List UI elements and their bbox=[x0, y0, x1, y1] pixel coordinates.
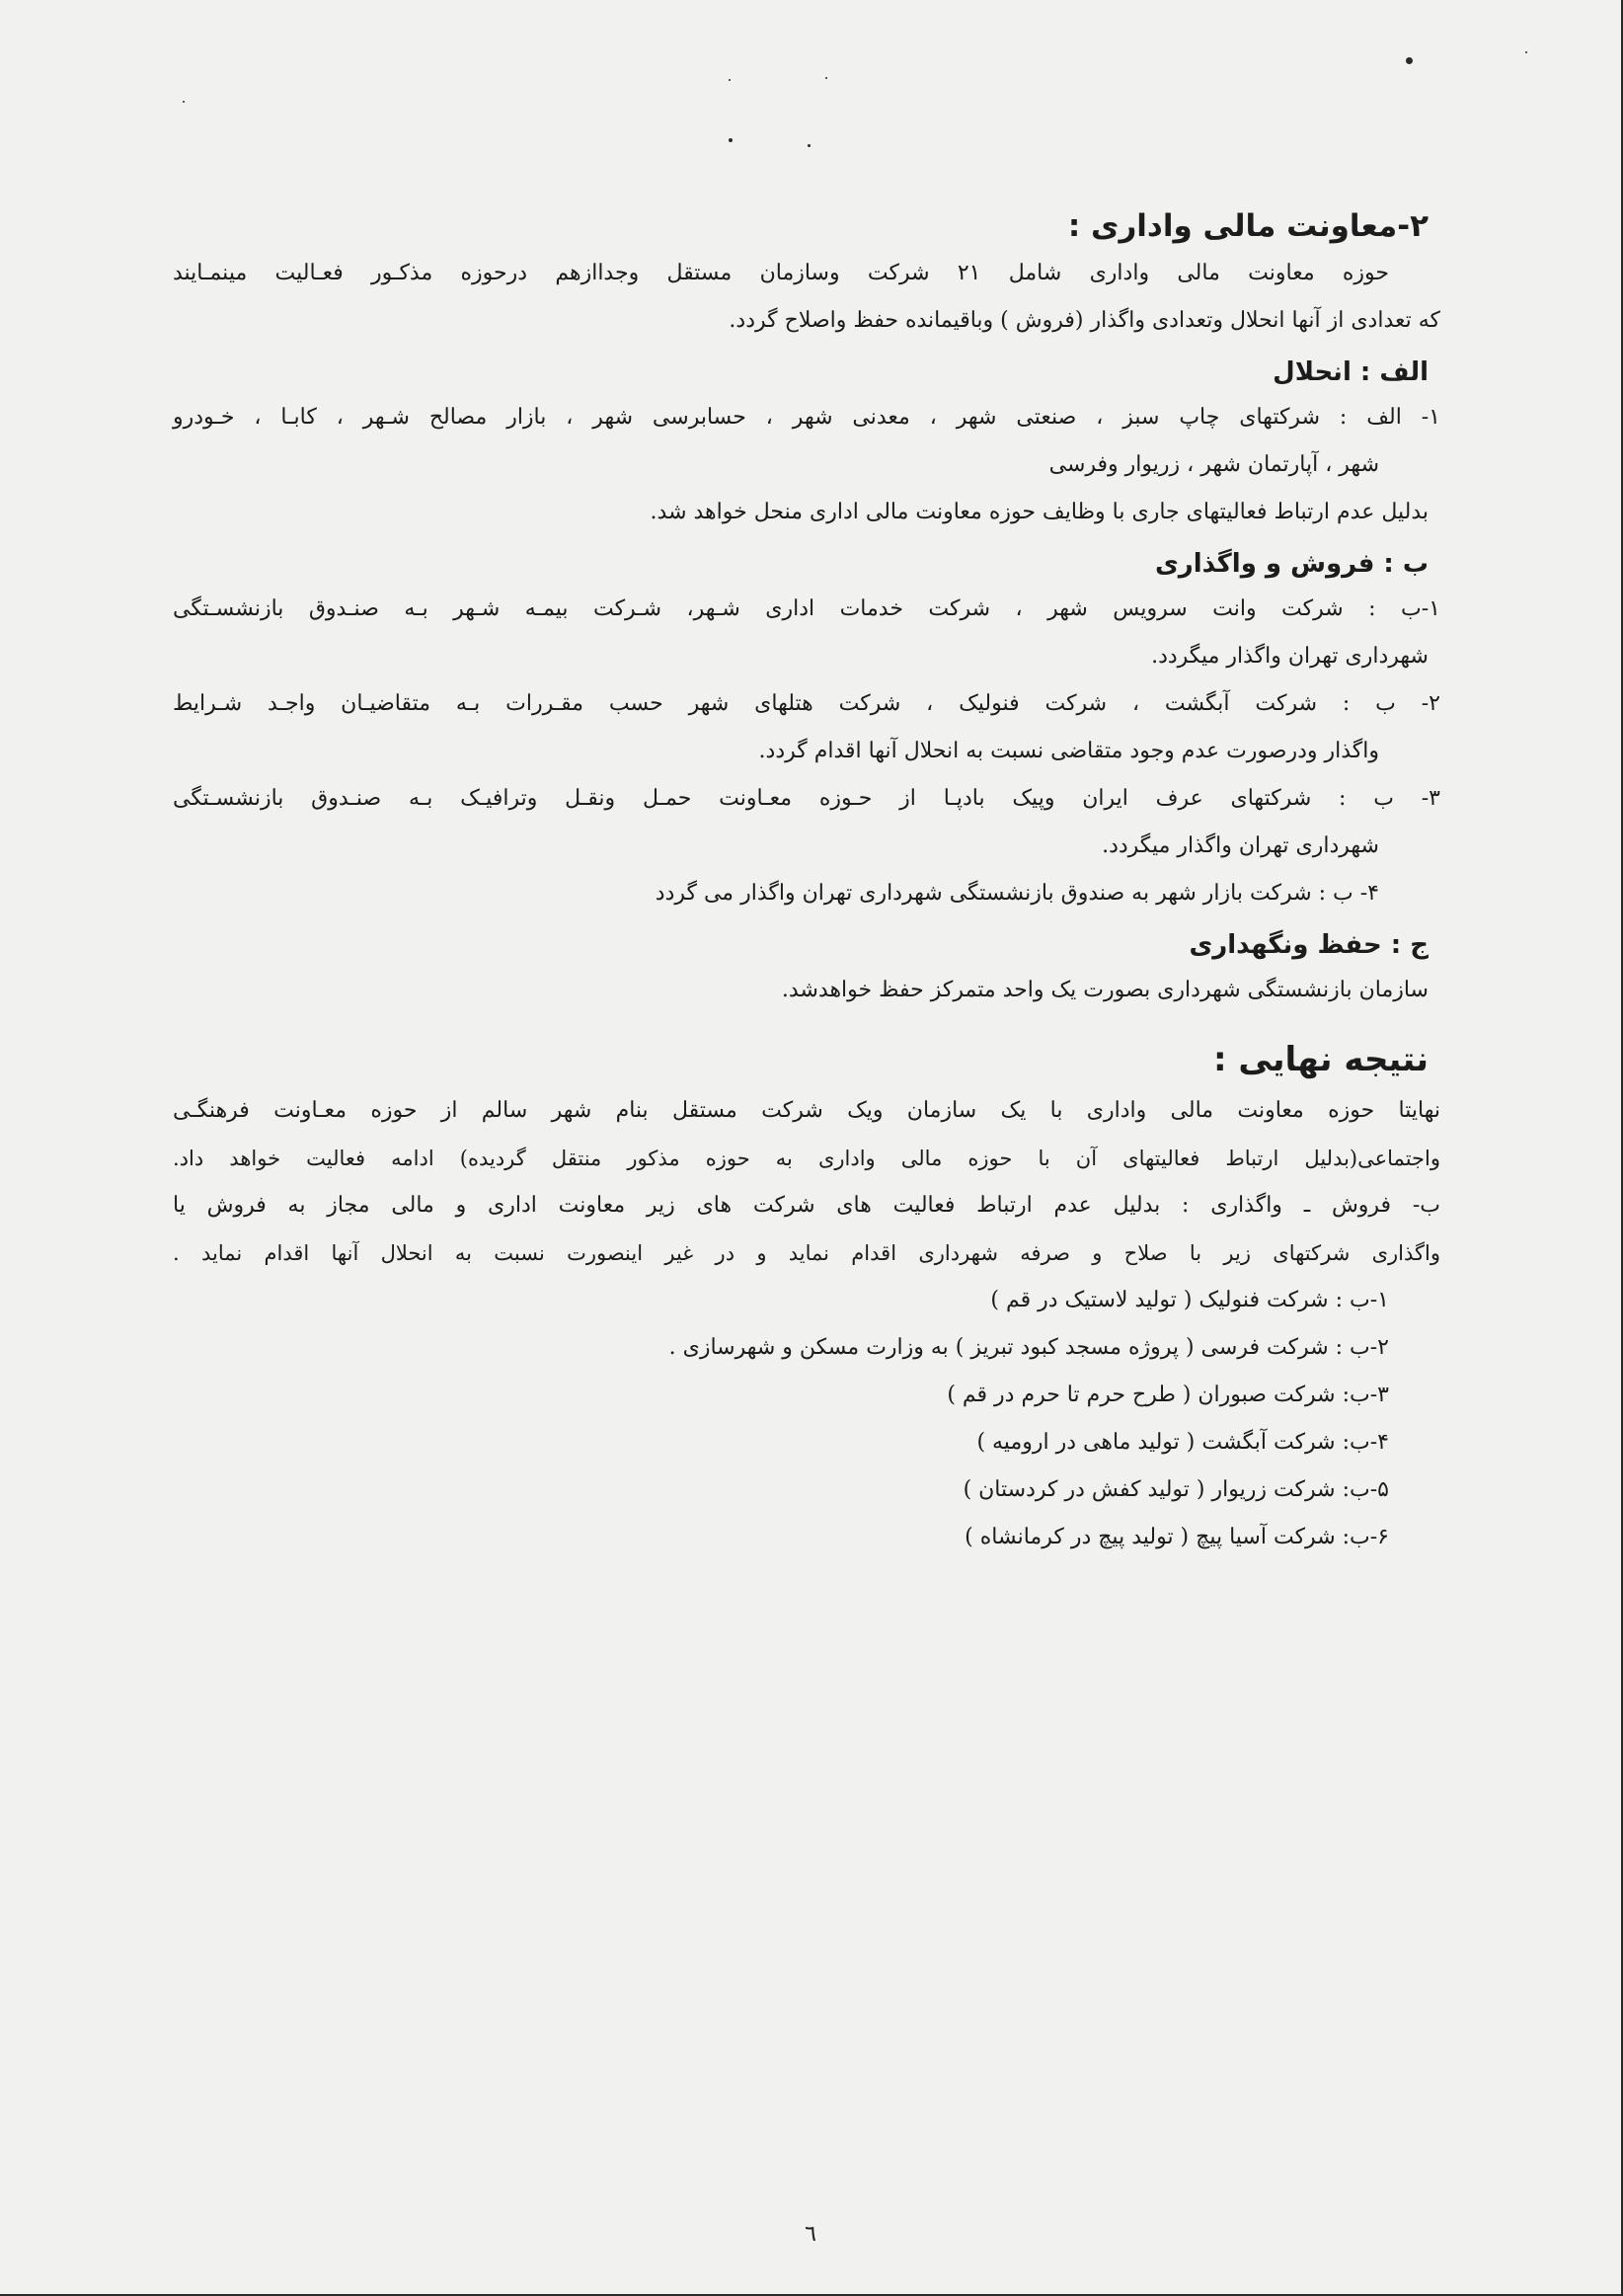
sale-item-4: ۴- ب : شرکت بازار شهر به صندوق بازنشستگی شهرداری تهران واگذار می گردد bbox=[655, 881, 1379, 906]
scan-speck bbox=[808, 144, 811, 147]
dissolution-heading: الف : انحلال bbox=[1273, 357, 1429, 387]
dissolution-item-1-line-2: شهر ، آپارتمان شهر ، زریوار وفرسی bbox=[1048, 452, 1379, 477]
conclusion-heading: نتیجه نهایی : bbox=[1212, 1040, 1429, 1079]
sale-item-2-line-2: واگذار ودرصورت عدم وجود متقاضی نسبت به انحلال آنها اقدام گردد. bbox=[758, 739, 1379, 763]
scan-speck bbox=[183, 101, 185, 103]
conclusion-line-4: واگذاری شرکتهای زیر با صلاح و صرفه شهرداری اقدام نماید و در غیر اینصورت نسبت به انحلال آنها اقدام نماید . bbox=[173, 1241, 1440, 1265]
preserve-heading: ج : حفظ ونگهداری bbox=[1189, 930, 1429, 960]
scan-speck bbox=[825, 77, 827, 79]
page-number: ٦ bbox=[805, 2222, 816, 2247]
sale-item-3-line-1: ۳- ب : شرکتهای عرف ایران وپیک بادپـا از حـوزه معـاونت حمـل ونقـل وترافیـک بـه صنـدوق بازنشسـتگی bbox=[173, 786, 1440, 811]
sale-heading: ب : فروش و واگذاری bbox=[1154, 549, 1429, 579]
sale-item-1-line-1: ۱-ب : شرکت وانت سرویس شهر ، شرکت خدمات اداری شـهر، شـرکت بیمـه شـهر بـه صنـدوق بازنشسـتگی bbox=[173, 596, 1440, 621]
conclusion-list-item-5: ۵-ب: شرکت زریوار ( تولید کفش در کردستان ) bbox=[963, 1477, 1389, 1502]
preserve-text: سازمان بازنشستگی شهرداری بصورت یک واحد متمرکز حفظ خواهدشد. bbox=[781, 978, 1429, 1002]
sale-item-2-line-1: ۲- ب : شرکت آبگشت ، شرکت فنولیک ، شرکت هتلهای شهر حسب مقـررات بـه متقاضیـان واجـد شـرایط bbox=[173, 691, 1440, 716]
conclusion-list-item-4: ۴-ب: شرکت آبگشت ( تولید ماهی در ارومیه ) bbox=[976, 1430, 1389, 1455]
document-body bbox=[173, 202, 1440, 1561]
scan-speck bbox=[1525, 51, 1527, 53]
conclusion-line-3: ب- فروش ـ واگذاری : بدلیل عدم ارتباط فعالیت های شرکت های زیر معاونت اداری و مالی مجاز به فروش یا bbox=[173, 1193, 1440, 1218]
scan-speck bbox=[729, 79, 731, 81]
intro-line-1: حوزه معاونت مالی واداری شامل ۲۱ شرکت وسازمان مستقل وجداازهم درحوزه مذکـور فعـالیت مینمـایند bbox=[173, 261, 1389, 285]
intro-line-2: که تعدادی از آنها انحلال وتعدادی واگذار (فروش ) وباقیمانده حفظ واصلاح گردد. bbox=[729, 308, 1440, 333]
sale-item-3-line-2: شهرداری تهران واگذار میگردد. bbox=[1102, 833, 1379, 858]
conclusion-list-item-6: ۶-ب: شرکت آسیا پیچ ( تولید پیچ در کرمانشاه ) bbox=[965, 1525, 1389, 1549]
dissolution-note: بدلیل عدم ارتباط فعالیتهای جاری با وظایف حوزه معاونت مالی اداری منحل خواهد شد. bbox=[650, 500, 1429, 524]
scan-speck bbox=[729, 138, 733, 142]
conclusion-list-item-1: ۱-ب : شرکت فنولیک ( تولید لاستیک در قم ) bbox=[990, 1288, 1389, 1312]
sale-item-1-line-2: شهرداری تهران واگذار میگردد. bbox=[1151, 644, 1429, 669]
dissolution-item-1-line-1: ۱- الف : شرکتهای چاپ سبز ، صنعتی شهر ، معدنی شهر ، حسابرسی شهر ، بازار مصالح شـهر ، کابـا ، خـودرو bbox=[173, 405, 1440, 430]
scan-speck bbox=[1406, 57, 1413, 64]
conclusion-line-1: نهایتا حوزه معاونت مالی واداری با یک سازمان ویک شرکت مستقل بنام شهر سالم از حوزه معـاونت فرهنگـی bbox=[173, 1098, 1440, 1123]
section-heading: ۲-معاونت مالی واداری : bbox=[1067, 208, 1429, 244]
conclusion-list-item-2: ۲-ب : شرکت فرسی ( پروژه مسجد کبود تبریز ) به وزارت مسکن و شهرسازی . bbox=[668, 1335, 1389, 1360]
conclusion-list-item-3: ۳-ب: شرکت صبوران ( طرح حرم تا حرم در قم ) bbox=[947, 1383, 1389, 1407]
conclusion-line-2: واجتماعی(بدلیل ارتباط فعالیتهای آن با حوزه مالی واداری به حوزه مذکور منتقل گردیده) ادامه فعالیت خواهد داد. bbox=[173, 1147, 1440, 1170]
